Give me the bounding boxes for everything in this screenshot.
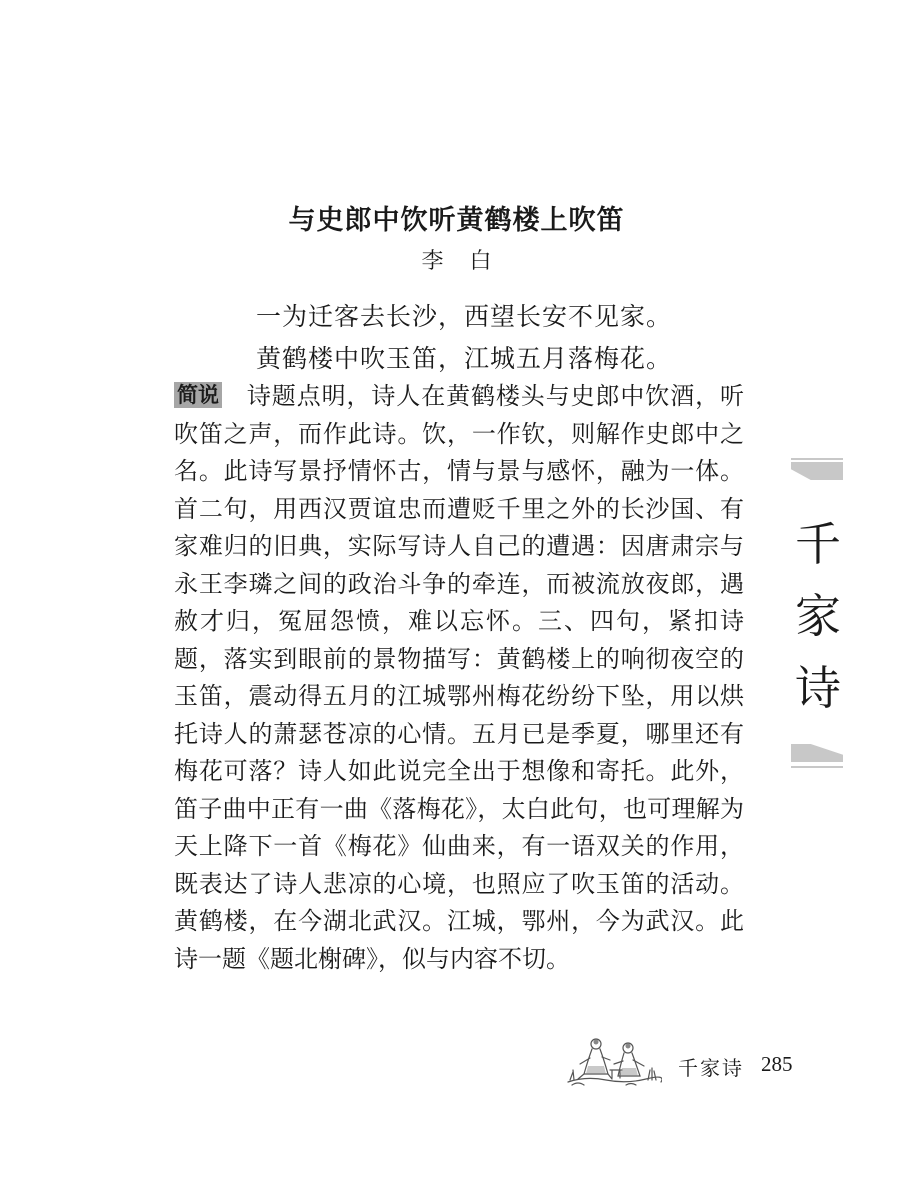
page-number: 285 [761, 1052, 793, 1076]
poem-author: 李白 [421, 249, 518, 274]
commentary-label: 简说 [174, 382, 222, 408]
commentary-text: 诗题点明，诗人在黄鹤楼头与史郎中饮酒，听吹笛之声，而作此诗。饮，一作钦，则解作史郎中之名。此诗写景抒情怀古，情与景与感怀，融为一体。首二句，用西汉贾谊忠而遭贬千里之外的长沙国、有家难归的旧典，实际写诗人自己的遭遇：因唐肃宗与永王李璘之间的政治斗争的牵连，而被流放夜郎，遇赦才归，冤屈怨愤，难以忘怀。三、四句，紧扣诗题，落实到眼前的景物描写：黄鹤楼上的响彻夜空的玉笛，震动得五月的江城鄂州梅花纷纷下坠，用以烘托诗人的萧瑟苍凉的心情。五月已是季夏，哪里还有梅花可落？诗人如此说完全出于想像和寄托。此外，笛子曲中正有一曲《落梅花》，太白此句，也可理解为天上降下一首《梅花》仙曲来，有一语双关的作用，既表达了诗人悲凉的心境，也照应了吹玉笛的活动。黄鹤楼，在今湖北武汉。江城，鄂州，今为武汉。此诗一题《题北榭碑》，似与内容不切。 [174, 382, 744, 973]
tab-bottom-bracket [791, 744, 843, 762]
poem-body [256, 296, 672, 380]
tab-top-bracket [791, 462, 843, 480]
commentary-paragraph [174, 378, 744, 978]
scholars-illustration-icon [566, 1030, 662, 1088]
section-tab-text [795, 508, 843, 724]
page-footer [566, 1030, 806, 1090]
section-tab-char: 千 [795, 517, 841, 571]
poem-line: 一为迁客去长沙，西望长安不见家。 [256, 302, 673, 331]
tab-top-rule [791, 458, 843, 460]
section-tab-char: 诗 [795, 661, 841, 715]
tab-bottom-rule [791, 766, 843, 768]
section-tab-char: 家 [795, 589, 841, 643]
footer-book-title: 千家诗 [678, 1056, 744, 1080]
poem-title: 与史郎中饮听黄鹤楼上吹笛 [288, 205, 625, 236]
section-tab [791, 458, 843, 768]
poem-line: 黄鹤楼中吹玉笛，江城五月落梅花。 [256, 344, 673, 373]
